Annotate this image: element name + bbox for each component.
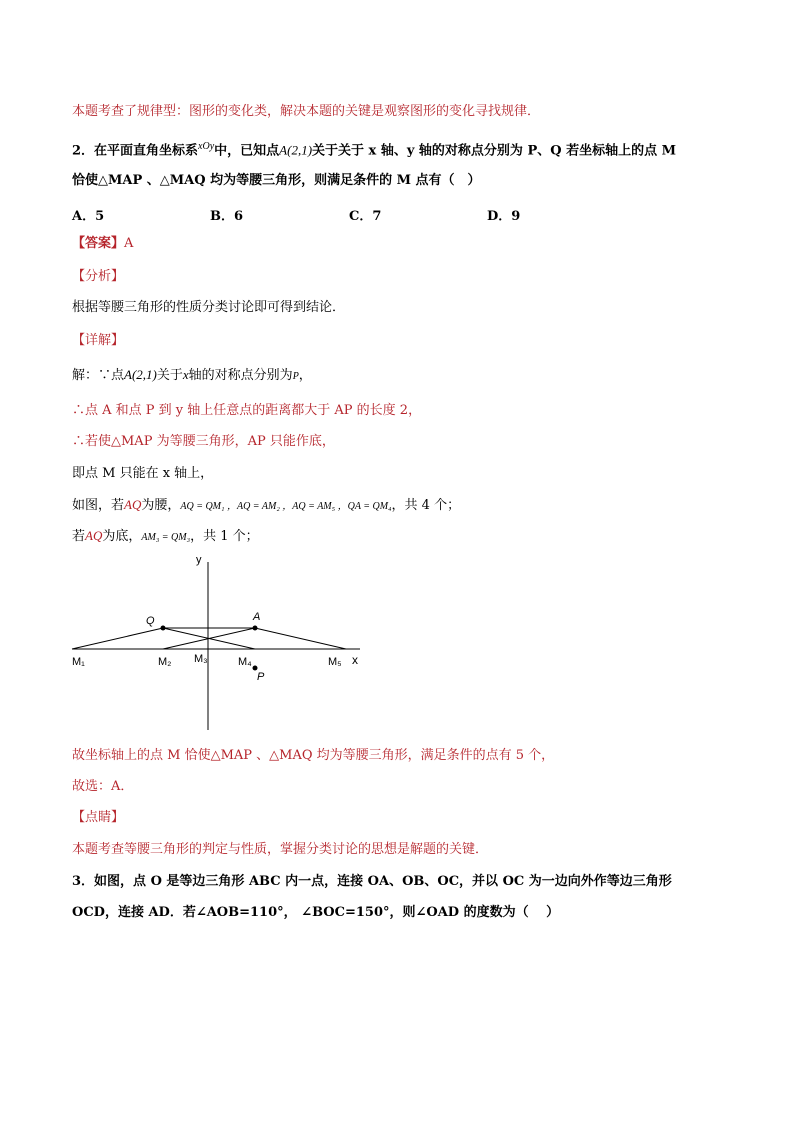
- label-p: P: [257, 671, 265, 683]
- point-p: [253, 666, 258, 671]
- segment-a-m5: [255, 628, 346, 649]
- question-2-stem-line1: 2．在平面直角坐标系$^{xOy}$中，已知点A(2,1)关于关于 x 轴、y 轴的对称点分别为 P、Q 若坐标轴上的点 M: [72, 141, 676, 159]
- previous-summary: 本题考查了规律型：图形的变化类，解决本题的关键是观察图形的变化寻找规律．: [72, 104, 541, 119]
- coordinate-figure: [60, 550, 370, 735]
- detail-line-4: 即点 M 只能在 x 轴上，: [72, 466, 214, 481]
- question-2-stem-line2: 恰使△MAP 、△MAQ 均为等腰三角形，则满足条件的 M 点有（ ）: [72, 173, 481, 188]
- detail-line-3: ∴若使△MAP 为等腰三角形，AP 只能作底，: [72, 434, 335, 449]
- analysis-text: 根据等腰三角形的性质分类讨论即可得到结论．: [72, 300, 346, 315]
- segment-m1-q: [72, 628, 163, 649]
- option-d: D．9: [487, 209, 521, 224]
- option-b: B．6: [210, 209, 244, 224]
- conclusion-line: 故坐标轴上的点 M 恰使△MAP 、△MAQ 均为等腰三角形，满足条件的点有 5 个，: [72, 748, 555, 763]
- detail-line-1: 解：∵点A(2,1)关于x轴的对称点分别为P，: [72, 367, 312, 383]
- comment-heading: 【点睛】: [72, 810, 125, 825]
- option-c: C．7: [349, 209, 382, 224]
- answer-line: 【答案】A: [72, 236, 134, 251]
- label-m5: M₅: [328, 656, 342, 668]
- choose-line: 故选：A．: [72, 779, 134, 794]
- point-q: [161, 626, 166, 631]
- detail-line-2: ∴点 A 和点 P 到 y 轴上任意点的距离都大于 AP 的长度 2，: [72, 403, 422, 418]
- label-m2: M₂: [158, 656, 172, 668]
- question-3-line2: OCD，连接 AD．若∠AOB=110°， ∠BOC=150°，则∠OAD 的度数为（ ）: [72, 905, 560, 920]
- option-a: A．5: [72, 209, 105, 224]
- label-m1: M₁: [72, 656, 85, 668]
- x-axis-label: x: [352, 653, 358, 667]
- detail-heading: 【详解】: [72, 333, 125, 348]
- analysis-heading: 【分析】: [72, 269, 125, 284]
- label-m3: M₃: [194, 653, 208, 665]
- label-m4: M₄: [238, 656, 252, 668]
- label-a: A: [253, 611, 261, 623]
- label-q: Q: [146, 615, 155, 627]
- question-3-line1: 3．如图，点 O 是等边三角形 ABC 内一点，连接 OA、OB、OC，并以 OC 为一边向外作等边三角形: [72, 874, 672, 889]
- detail-line-6: 若AQ为底，AM₃ = QM₃，共 1 个；: [72, 528, 259, 544]
- y-axis-label: y: [196, 554, 202, 566]
- comment-text: 本题考查等腰三角形的判定与性质，掌握分类讨论的思想是解题的关键．: [72, 842, 489, 857]
- point-a: [253, 626, 258, 631]
- detail-line-5: 如图，若AQ为腰，AQ = QM₁ ，AQ = AM₂ ，AQ = AM₅ ，QA = QM₄，共 4 个；: [72, 497, 461, 513]
